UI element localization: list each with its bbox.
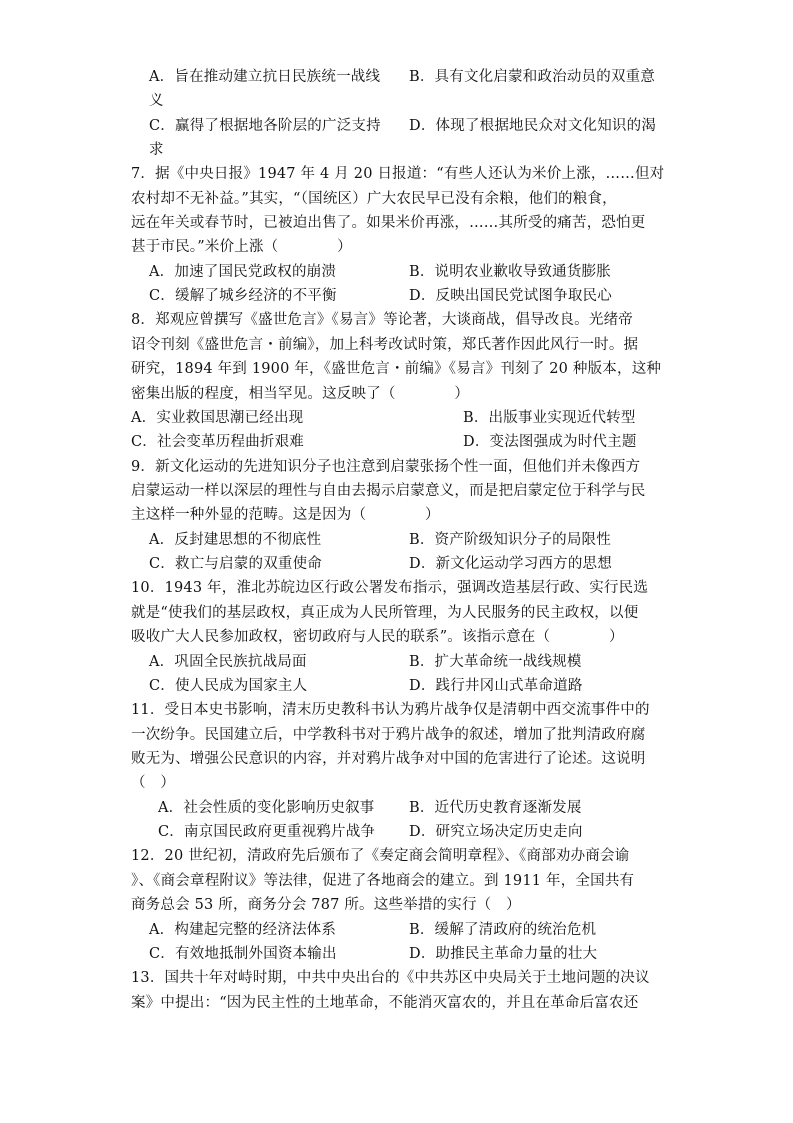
q6-option-a[interactable]: A．旨在推动建立抗日民族统一战线: [149, 69, 381, 85]
q11-stem-line: （ ）: [131, 775, 176, 791]
q6-option-c[interactable]: C．赢得了根据地各阶层的广泛支持: [149, 118, 381, 134]
q11-option-a[interactable]: A．社会性质的变化影响历史叙事: [158, 800, 375, 816]
q9-option-c[interactable]: C．救亡与启蒙的双重使命: [149, 556, 322, 572]
q6-option-b[interactable]: B．具有文化启蒙和政治动员的双重意: [409, 69, 656, 85]
q9-stem-line: 启蒙运动一样以深层的理性与自由去揭示启蒙意义，而是把启蒙定位于科学与民: [131, 483, 646, 499]
q9-option-d[interactable]: D．新文化运动学习西方的思想: [409, 556, 612, 572]
q7-option-a[interactable]: A．加速了国民党政权的崩溃: [149, 264, 337, 280]
q8-stem-line: 研究，1894 年到 1900 年，《盛世危言・前编》《易言》刊刻了 20 种版本，这种: [131, 361, 662, 377]
q8-stem-line: 8．郑观应曾撰写《盛世危言》《易言》等论著，大谈商战，倡导改良。光绪帝: [131, 312, 633, 328]
q12-option-d[interactable]: D．助推民主革命力量的壮大: [409, 946, 598, 962]
q7-option-b[interactable]: B．说明农业歉收导致通货膨胀: [409, 264, 611, 280]
q7-stem-line: 7．据《中央日报》1947 年 4 月 20 日报道：“有些人还认为米价上涨，……但对: [131, 166, 665, 182]
q10-option-b[interactable]: B．扩大革命统一战线规模: [409, 654, 582, 670]
q12-option-a[interactable]: A．构建起完整的经济法体系: [149, 922, 337, 938]
q7-stem-line: 农村却不无补益。”其实，“（国统区）广大农民早已没有余粮，他们的粮食，: [131, 191, 617, 207]
q6-option-d[interactable]: D．体现了根据地民众对文化知识的渴: [409, 118, 657, 134]
q8-option-d[interactable]: D．变法图强成为时代主题: [463, 434, 637, 450]
q13-stem-line: 案》中提出：“因为民主性的土地革命，不能消灭富农的，并且在革命后富农还: [131, 995, 639, 1011]
q9-option-b[interactable]: B．资产阶级知识分子的局限性: [409, 532, 611, 548]
q10-stem-line: 吸收广大人民参加政权，密切政府与人民的联系”。该指示意在（ ）: [131, 629, 624, 645]
q10-stem-line: 10．1943 年，淮北苏皖边区行政公署发布指示，强调改造基层行政、实行民选: [131, 580, 649, 596]
q7-stem-line: 甚于市民。”米价上涨（ ）: [131, 239, 352, 255]
q12-stem-line: 12．20 世纪初，清政府先后颁布了《奏定商会简明章程》、《商部劝办商会谕: [131, 848, 630, 864]
q11-stem-line: 一次纷争。民国建立后，中学教科书对于鸦片战争的叙述，增加了批判清政府腐: [131, 727, 646, 743]
q7-option-d[interactable]: D．反映出国民党试图争取民心: [409, 288, 612, 304]
q10-option-c[interactable]: C．使人民成为国家主人: [149, 678, 308, 694]
q11-stem-line: 11．受日本史书影响，清末历史教科书认为鸦片战争仅是清朝中西交流事件中的: [131, 702, 650, 718]
q11-option-b[interactable]: B．近代历史教育逐渐发展: [409, 800, 582, 816]
q9-option-a[interactable]: A．反封建思想的不彻底性: [149, 532, 322, 548]
q11-stem-line: 败无为、增强公民意识的内容，并对鸦片战争对中国的危害进行了论述。这说明: [131, 751, 646, 767]
q8-stem-line: 诏令刊刻《盛世危言・前编》，加上科考改试时策，郑氏著作因此风行一时。据: [131, 337, 639, 353]
q8-stem-line: 密集出版的程度，相当罕见。这反映了（ ）: [131, 386, 470, 402]
q8-option-a[interactable]: A．实业救国思潮已经出现: [131, 410, 304, 426]
q8-option-b[interactable]: B．出版事业实现近代转型: [463, 410, 636, 426]
q10-option-a[interactable]: A．巩固全民族抗战局面: [149, 654, 307, 670]
q12-stem-line: 》、《商会章程附议》等法律，促进了各地商会的建立。到 1911 年，全国共有: [131, 873, 635, 889]
q11-option-c[interactable]: C．南京国民政府更重视鸦片战争: [158, 824, 376, 840]
q12-option-c[interactable]: C．有效地抵制外国资本输出: [149, 946, 337, 962]
q7-stem-line: 远在年关或春节时，已被迫出售了。如果米价再涨，……其所受的痛苦，恐怕更: [131, 215, 646, 231]
q6-option-d-wrap: 求: [149, 142, 164, 158]
q8-option-c[interactable]: C．社会变革历程曲折艰难: [131, 434, 304, 450]
q6-option-b-wrap: 义: [149, 93, 164, 109]
q12-option-b[interactable]: B．缓解了清政府的统治危机: [409, 922, 597, 938]
q9-stem-line: 9．新文化运动的先进知识分子也注意到启蒙张扬个性一面，但他们并未像西方: [131, 459, 641, 475]
q10-option-d[interactable]: D．践行井冈山式革命道路: [409, 678, 583, 694]
q13-stem-line: 13．国共十年对峙时期，中共中央出台的《中共苏区中央局关于土地问题的决议: [131, 970, 650, 986]
q7-option-c[interactable]: C．缓解了城乡经济的不平衡: [149, 288, 337, 304]
q10-stem-line: 就是“使我们的基层政权，真正成为人民所管理，为人民服务的民主政权，以便: [131, 605, 639, 621]
q9-stem-line: 主这样一种外显的范畴。这是因为（ ）: [131, 507, 440, 523]
q11-option-d[interactable]: D．研究立场决定历史走向: [409, 824, 583, 840]
q12-stem-line: 商务总会 53 所，商务分会 787 所。这些举措的实行（ ）: [131, 897, 521, 913]
